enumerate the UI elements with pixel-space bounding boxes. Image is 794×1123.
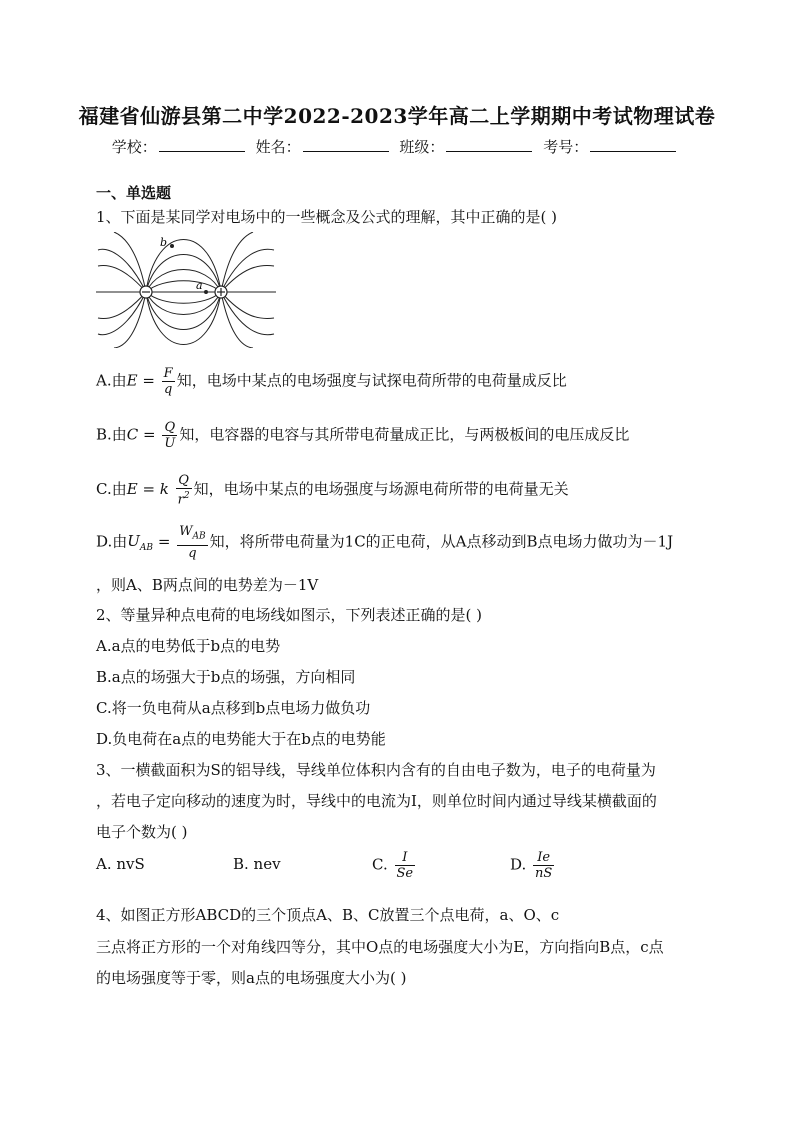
q2-option-c: C.将一负电荷从a点移到b点电场力做负功 <box>96 699 371 717</box>
field-line <box>146 240 221 293</box>
question-3-line2: ，若电子定向移动的速度为时，导线中的电流为I，则单位时间内通过导线某横截面的 <box>96 792 657 810</box>
q3-option-d: D. $\frac{Ie}{nS}$ <box>510 850 553 881</box>
class-label: 班级： <box>399 138 445 156</box>
field-line <box>146 292 221 345</box>
question-4-line1: 4、如图正方形ABCD的三个顶点A、B、C放置三个点电荷，a、O、c <box>96 906 560 924</box>
point-a <box>204 290 208 294</box>
id-blank <box>590 137 676 152</box>
question-3-line3: 电子个数为( ) <box>96 823 188 841</box>
q2-option-a: A.a点的电势低于b点的电势 <box>96 637 281 655</box>
field-line <box>221 249 274 292</box>
q3-option-a: A. nvS <box>96 855 145 873</box>
question-4-line3: 的电场强度等于零，则a点的电场强度大小为( ) <box>96 969 407 987</box>
field-line <box>146 281 221 292</box>
formula-fraction: $\frac{Ie}{nS}$ <box>535 850 553 881</box>
question-4-line2: 三点将正方形的一个对角线四等分，其中O点的电场强度大小为E，方向指向B点，c点 <box>96 938 664 956</box>
formula-fraction: $\frac{F}{q}$ <box>163 366 173 397</box>
page-title: 福建省仙游县第二中学2022-2023学年高二上学期期中考试物理试卷 <box>78 104 716 128</box>
name-blank <box>303 137 389 152</box>
q1-option-b: B.由C = $\frac{Q}{U}$ 知，电容器的电容与其所带电荷量成正比，与两极板间的电压成反比 <box>96 420 630 451</box>
class-blank <box>446 137 532 152</box>
point-b <box>170 244 174 248</box>
q1-option-d-cont: ，则A、B两点间的电势差为－1V <box>96 576 319 594</box>
formula-fraction: $\frac{Q}{U}$ <box>164 420 176 451</box>
q3-option-b: B. nev <box>233 855 281 873</box>
formula-fraction: $\frac{Q}{r^2}$ <box>177 473 190 508</box>
formula-fraction: $\frac{I}{Se}$ <box>396 850 414 881</box>
q2-option-b: B.a点的场强大于b点的场强，方向相同 <box>96 668 356 686</box>
question-2-stem: 2、等量异种点电荷的电场线如图示，下列表述正确的是( ) <box>96 606 483 624</box>
question-3-line1: 3、一横截面积为S的铝导线，导线单位体积内含有的自由电子数为，电子的电荷量为 <box>96 761 656 779</box>
field-line <box>146 255 221 293</box>
label-b: b <box>160 236 168 249</box>
field-line <box>146 292 221 303</box>
school-label: 学校： <box>111 138 157 156</box>
q1-option-a: A.由E = $\frac{F}{q}$ 知，电场中某点的电场强度与试探电荷所带的电荷量成反比 <box>96 366 567 397</box>
id-label: 考号： <box>543 138 589 156</box>
name-label: 姓名： <box>255 138 301 156</box>
q1-option-d: D.由$U_{AB}$ = $\frac{W_{AB}}{q}$ 知，将所带电荷量为1C的正电荷，从A点移动到B点电场力做功为－1J <box>96 524 674 561</box>
student-info-row <box>0 136 794 157</box>
field-line <box>146 292 221 330</box>
section-heading: 一、单选题 <box>96 184 172 202</box>
question-1-stem: 1、下面是某同学对电场中的一些概念及公式的理解，其中正确的是( ) <box>96 208 558 226</box>
formula-fraction: $\frac{W_{AB}}{q}$ <box>179 524 206 561</box>
q3-option-c: C. $\frac{I}{Se}$ <box>372 850 414 881</box>
q1-option-c: C.由E = k $\frac{Q}{r^2}$ 知，电场中某点的电场强度与场源电荷所带的电荷量无关 <box>96 473 569 508</box>
label-a: a <box>196 279 203 292</box>
field-lines-figure <box>96 232 276 348</box>
q2-option-d: D.负电荷在a点的电势能大于在b点的电势能 <box>96 730 386 748</box>
field-line <box>221 292 274 335</box>
school-blank <box>159 137 245 152</box>
